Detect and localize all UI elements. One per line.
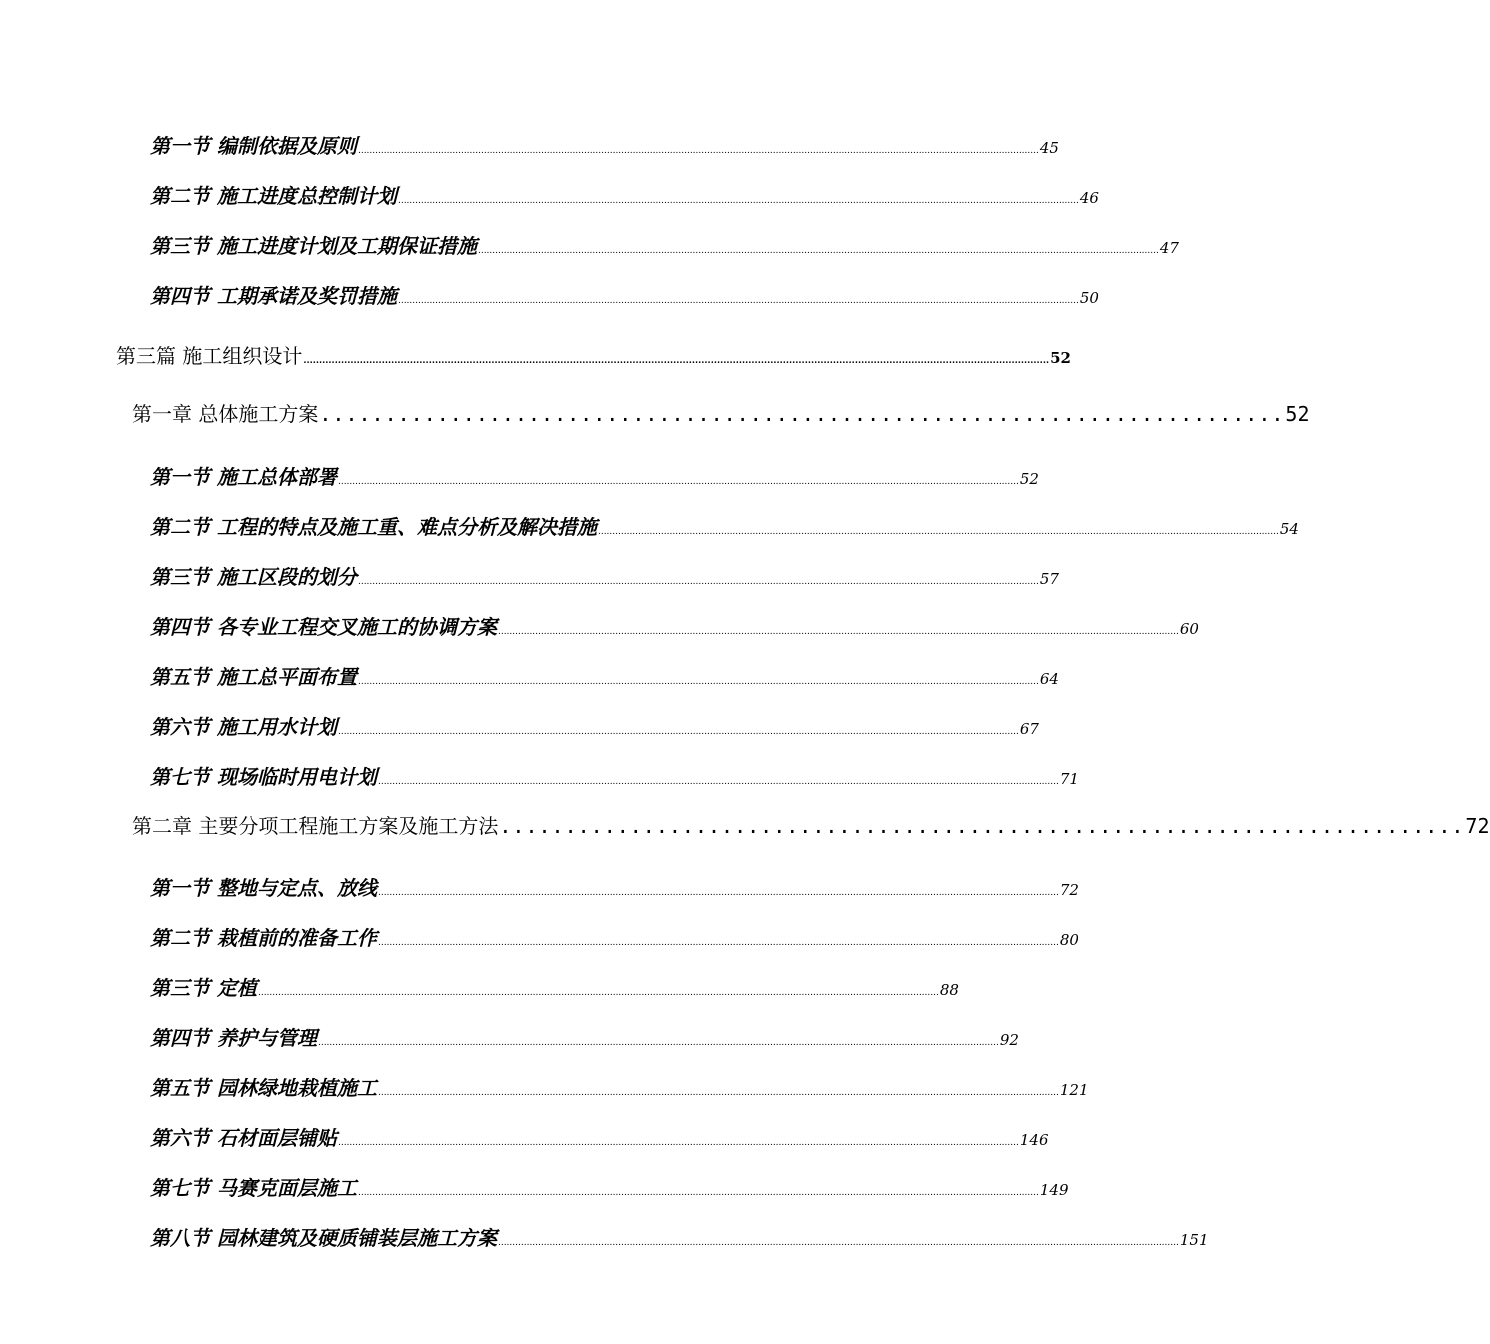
toc-entry[interactable] — [150, 130, 1059, 159]
toc-part-entry[interactable] — [116, 340, 1071, 369]
toc-page-number: 57 — [1039, 570, 1059, 588]
toc-page-number: 88 — [939, 981, 959, 999]
toc-entry-title: 第三篇 施工组织设计 — [116, 344, 303, 368]
toc-page-number: 64 — [1039, 670, 1059, 688]
toc-leader-dots: .............................................................................................................................................................................................................................................. — [257, 988, 939, 998]
toc-chapter-entry[interactable] — [132, 810, 1490, 839]
toc-page-number: 151 — [1179, 1231, 1209, 1249]
toc-entry-title: 第四节 工期承诺及奖罚措施 — [150, 284, 397, 308]
toc-leader-dots: .............................................................................................................................................................................................................................................. — [597, 527, 1279, 537]
toc-leader-dots: .............................................................................................................................................................................................................................................. — [477, 246, 1159, 256]
toc-leader-dots: .............................................................................................................................................................................................................................................. — [337, 1138, 1019, 1148]
toc-entry-title: 第三节 定植 — [150, 976, 257, 1000]
toc-entry[interactable] — [150, 1072, 1089, 1101]
toc-entry[interactable] — [150, 1172, 1069, 1201]
toc-page-number: 72 — [1465, 814, 1490, 838]
toc-entry-title: 第一节 整地与定点、放线 — [150, 876, 377, 900]
toc-entry-title: 第六节 施工用水计划 — [150, 715, 337, 739]
toc-entry-title: 第二节 工程的特点及施工重、难点分析及解决措施 — [150, 515, 597, 539]
toc-entry-title: 第三节 施工区段的划分 — [150, 565, 357, 589]
toc-entry-title: 第七节 马赛克面层施工 — [150, 1176, 357, 1200]
toc-entry[interactable] — [150, 922, 1079, 951]
toc-entry[interactable] — [150, 1222, 1209, 1251]
toc-entry[interactable] — [150, 711, 1039, 740]
toc-leader-dots: .............................................................................................................................................................................................................................................. — [377, 777, 1059, 787]
toc-leader-dots: .............................................................................................................................................................................................................................................. — [357, 677, 1039, 687]
toc-page-number: 72 — [1059, 881, 1079, 899]
toc-leader-dots: .......................................................................... — [319, 402, 1285, 426]
toc-entry-title: 第一节 编制依据及原则 — [150, 134, 357, 158]
toc-leader-dots: .............................................................................................................................................................................................................................................. — [497, 627, 1179, 637]
toc-leader-dots: .............................................................................................................................................................................................................................................. — [497, 1238, 1179, 1248]
toc-page-number: 80 — [1059, 931, 1079, 949]
toc-page-number: 45 — [1039, 139, 1059, 157]
toc-entry[interactable] — [150, 661, 1059, 690]
toc-entry-title: 第四节 养护与管理 — [150, 1026, 317, 1050]
toc-leader-dots: .............................................................................................................................................................................................................................................. — [377, 938, 1059, 948]
toc-leader-dots: .............................................................................................................................................................................................................................................. — [337, 477, 1019, 487]
toc-page-number: 121 — [1059, 1081, 1089, 1099]
toc-page-number: 52 — [1019, 470, 1039, 488]
toc-entry[interactable] — [150, 511, 1299, 540]
toc-entry-title: 第四节 各专业工程交叉施工的协调方案 — [150, 615, 497, 639]
toc-page-number: 149 — [1039, 1181, 1069, 1199]
toc-entry-title: 第五节 园林绿地栽植施工 — [150, 1076, 377, 1100]
toc-entry[interactable] — [150, 180, 1099, 209]
toc-entry-title: 第二章 主要分项工程施工方案及施工方法 — [132, 814, 499, 838]
toc-entry[interactable] — [150, 872, 1079, 901]
toc-page-number: 52 — [1050, 349, 1071, 367]
toc-leader-dots: .............................................................................................................................................................................................................................................. — [303, 356, 1050, 366]
toc-leader-dots: .............................................................................................................................................................................................................................................. — [317, 1038, 999, 1048]
toc-entry-title: 第一章 总体施工方案 — [132, 402, 319, 426]
toc-leader-dots: .............................................................................................................................................................................................................................................. — [337, 727, 1019, 737]
toc-page-number: 146 — [1019, 1131, 1049, 1149]
toc-leader-dots: .............................................................................................................................................................................................................................................. — [357, 146, 1039, 156]
toc-entry-title: 第七节 现场临时用电计划 — [150, 765, 377, 789]
toc-entry-title: 第五节 施工总平面布置 — [150, 665, 357, 689]
toc-entry[interactable] — [150, 761, 1079, 790]
toc-page-number: 92 — [999, 1031, 1019, 1049]
toc-page-number: 47 — [1159, 239, 1179, 257]
toc-page-number: 52 — [1285, 402, 1310, 426]
toc-leader-dots: .............................................................................................................................................................................................................................................. — [397, 196, 1079, 206]
toc-entry[interactable] — [150, 230, 1179, 259]
toc-entry-title: 第三节 施工进度计划及工期保证措施 — [150, 234, 477, 258]
toc-page-number: 60 — [1179, 620, 1199, 638]
toc-entry[interactable] — [150, 611, 1199, 640]
toc-page-number: 54 — [1279, 520, 1299, 538]
toc-entry-title: 第二节 栽植前的准备工作 — [150, 926, 377, 950]
toc-leader-dots: .............................................................................................................................................................................................................................................. — [357, 577, 1039, 587]
toc-entry[interactable] — [150, 1122, 1049, 1151]
toc-entry-title: 第八节 园林建筑及硬质铺装层施工方案 — [150, 1226, 497, 1250]
toc-chapter-entry[interactable] — [132, 398, 1310, 427]
toc-entry[interactable] — [150, 461, 1039, 490]
toc-leader-dots: .............................................................................................................................................................................................................................................. — [377, 888, 1059, 898]
toc-leader-dots: .............................................................................................................................................................................................................................................. — [397, 296, 1079, 306]
toc-page-number: 46 — [1079, 189, 1099, 207]
toc-leader-dots: .......................................................................... — [499, 814, 1465, 838]
toc-entry[interactable] — [150, 972, 959, 1001]
toc-entry[interactable] — [150, 280, 1099, 309]
toc-page-number: 67 — [1019, 720, 1039, 738]
toc-entry[interactable] — [150, 561, 1059, 590]
toc-leader-dots: .............................................................................................................................................................................................................................................. — [377, 1088, 1059, 1098]
toc-entry-title: 第一节 施工总体部署 — [150, 465, 337, 489]
toc-entry-title: 第二节 施工进度总控制计划 — [150, 184, 397, 208]
toc-page-number: 71 — [1059, 770, 1079, 788]
toc-page-number: 50 — [1079, 289, 1099, 307]
toc-leader-dots: .............................................................................................................................................................................................................................................. — [357, 1188, 1039, 1198]
toc-entry-title: 第六节 石材面层铺贴 — [150, 1126, 337, 1150]
toc-entry[interactable] — [150, 1022, 1019, 1051]
